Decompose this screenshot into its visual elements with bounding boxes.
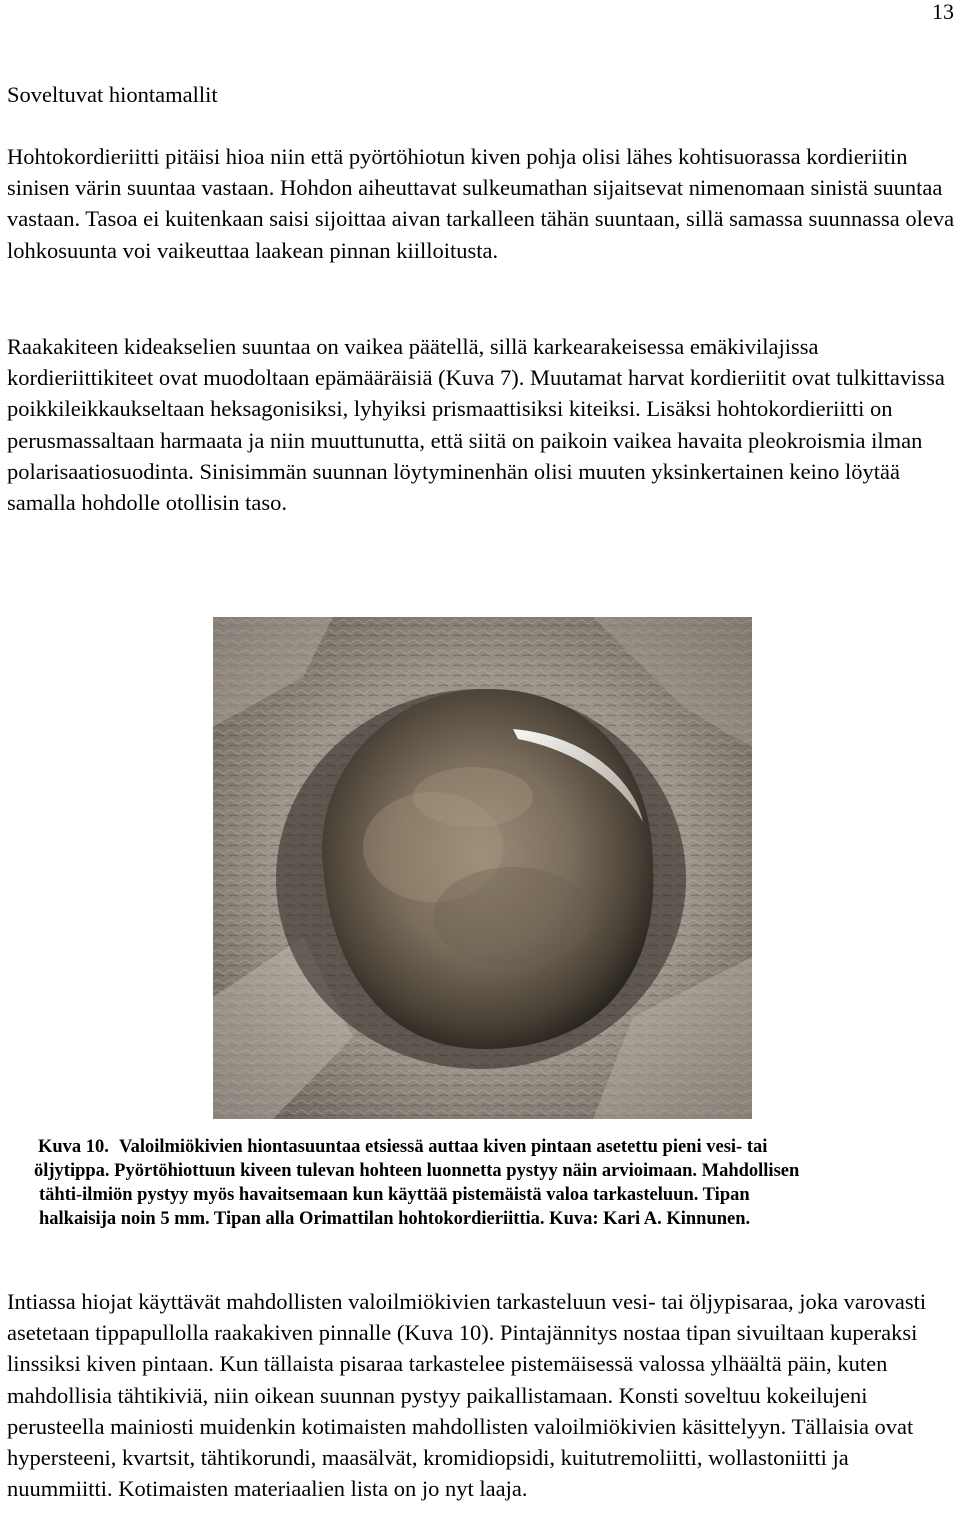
paragraph-1: Hohtokordieriitti pitäisi hioa niin että pyörtöhiotun kiven pohja olisi lähes kohtisuorassa kordieriitin sinisen värin suuntaa vastaan. Hohdon aiheuttavat sulkeumathan sijaitsevat nimenomaan sinistä suuntaa vastaan. Tasoa ei kuitenkaan saisi sijoittaa aivan tarkalleen tähän suuntaan, sillä samassa suunnassa oleva lohkosuunta voi vaikeuttaa laakean pinnan kiilloitusta. bbox=[7, 144, 955, 263]
water-drop-on-cordierite-photo bbox=[213, 617, 752, 1119]
paragraph-2: Raakakiteen kideakselien suuntaa on vaikea päätellä, sillä karkearakeisessa emäkivilajissa kordieriittikiteet ovat muodoltaan epämääräisiä (Kuva 7). Muutamat harvat kordieriitit ovat tulkittavissa poikkileikkaukseltaan heksagonisiksi, lyhyiksi prismaattisiksi kiteiksi. Lisäksi hohtokordieriitti on perusmassaltaan harmaata ja niin muuttunutta, että siitä on paikoin vaikea havaita pleokroismia ilman polarisaatiosuodinta. Sinisimmän suunnan löytyminenhän olisi muuten yksinkertainen keino löytää samalla hohdolle otollisin taso. bbox=[7, 334, 945, 516]
page-number: 13 bbox=[932, 0, 954, 24]
caption-line-1 bbox=[36, 1135, 960, 1159]
caption-line-1-text: Valoilmiökivien hiontasuuntaa etsiessä auttaa kiven pintaan asetettu pieni vesi- tai bbox=[118, 1137, 768, 1157]
caption-line-4: halkaisija noin 5 mm. Tipan alla Orimattilan hohtokordieriittia. Kuva: Kari A. Kinnunen. bbox=[39, 1209, 751, 1229]
caption-line-2: öljytippa. Pyörtöhiottuun kiveen tulevan hohteen luonnetta pystyy näin arvioimaan. Mahdollisen bbox=[34, 1161, 800, 1181]
paragraph-3: Intiassa hiojat käyttävät mahdollisten valoilmiökivien tarkasteluun vesi- tai öljypisaraa, joka varovasti asetetaan tippapullolla raakakiven pinnalle (Kuva 10). Pintajännitys nostaa tipan sivuiltaan kuperaksi linssiksi kiven pintaan. Kun tällaista pisaraa tarkastelee pistemäisessä valossa ylhäältä päin, kuten mahdollisia tähtikiviä, niin oikean suunnan pystyy paikallistamaan. Konsti soveltuu kokeilujeni perusteella mainiosti muidenkin kotimaisten mahdollisten valoilmiökivien käsittelyyn. Tällaisia ovat hypersteeni, kvartsit, tähtikorundi, maasälvät, kromidiopsidi, kuitutremoliitti, wollastoniitti ja nuummiitti. Kotimaisten materiaalien lista on jo nyt laaja. bbox=[7, 1289, 927, 1502]
figure-caption bbox=[36, 1135, 960, 1231]
caption-label: Kuva 10. bbox=[38, 1137, 109, 1157]
photo-illustration bbox=[213, 617, 752, 1119]
caption-line-3: tähti-ilmiön pystyy myös havaitsemaan kun käyttää pistemäistä valoa tarkasteluun. Tipan bbox=[39, 1185, 750, 1205]
section-heading: Soveltuvat hiontamallit bbox=[7, 82, 218, 107]
